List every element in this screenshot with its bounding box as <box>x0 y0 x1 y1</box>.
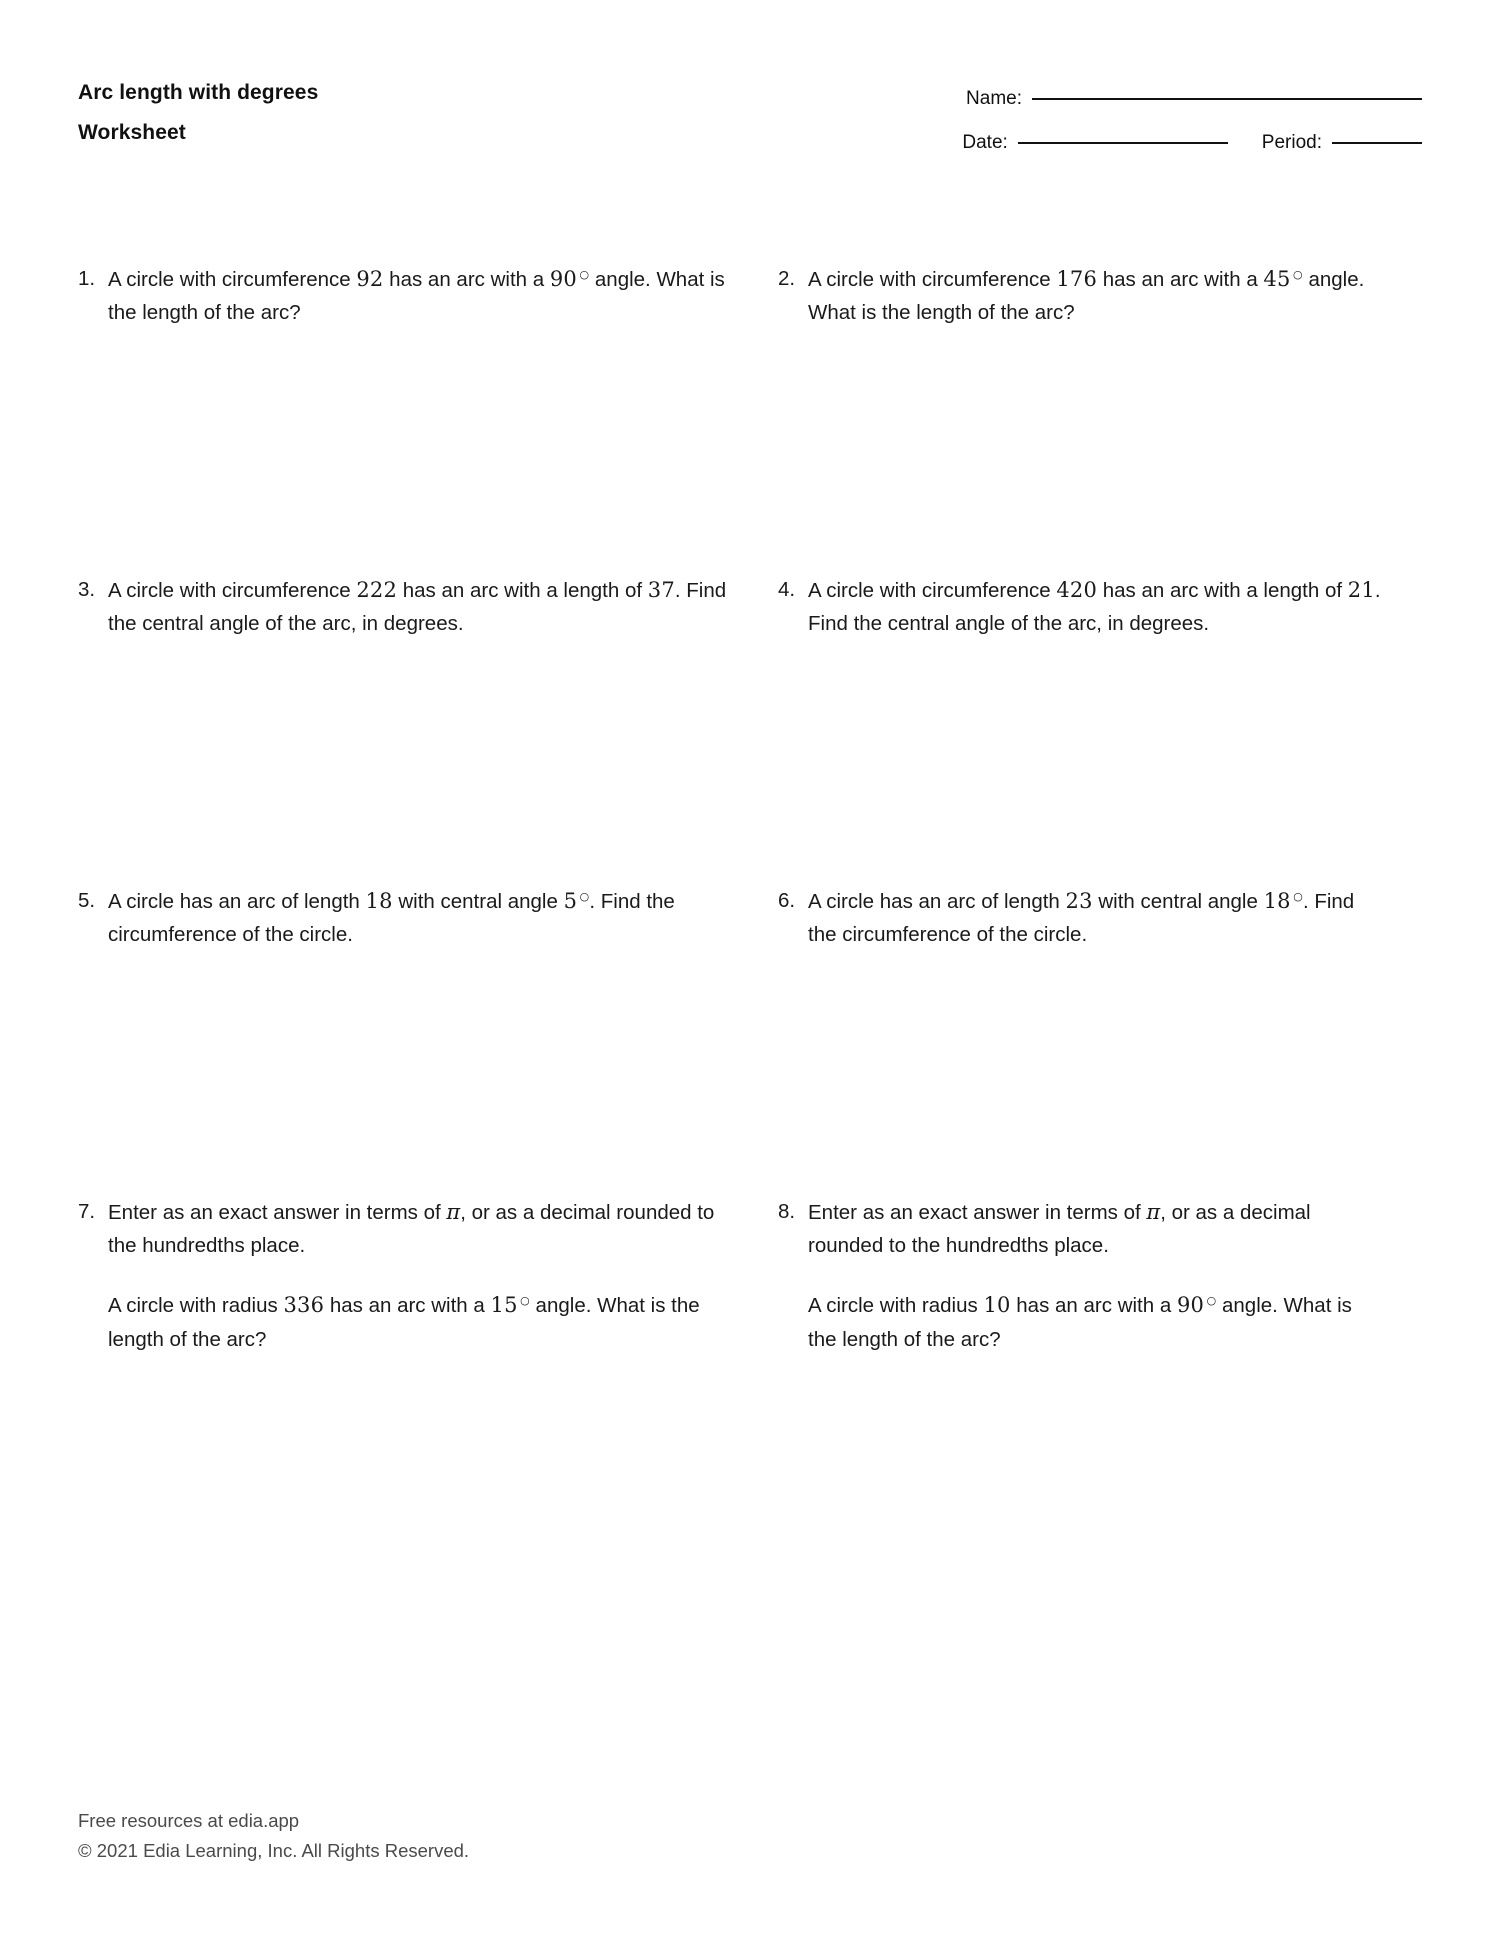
degree-symbol-icon: ○ <box>1293 268 1303 281</box>
question-row <box>78 262 742 329</box>
math-number: 336 <box>283 1293 325 1318</box>
question-1 <box>78 262 778 573</box>
question-row <box>78 884 742 951</box>
question-grid <box>78 262 1422 1506</box>
question-row <box>778 884 1386 951</box>
math-degree-value <box>564 889 590 913</box>
question-text: has an arc with a length of <box>1097 579 1348 602</box>
question-body <box>808 262 1386 329</box>
question-text: A circle with circumference <box>108 268 357 291</box>
question-8 <box>778 1195 1422 1506</box>
degree-symbol-icon: ○ <box>520 1294 530 1308</box>
footer-copyright-line: © 2021 Edia Learning, Inc. All Rights Reserved. <box>78 1840 470 1862</box>
date-period-field-row <box>922 132 1422 154</box>
name-input-line[interactable] <box>1032 98 1422 100</box>
degree-symbol-icon: ○ <box>579 268 590 281</box>
math-degree-value <box>1177 1293 1216 1317</box>
question-paragraph <box>108 884 742 951</box>
question-row <box>78 573 742 640</box>
question-body <box>808 573 1386 640</box>
footer-resources-line: Free resources at edia.app <box>78 1810 300 1832</box>
math-number: 21 <box>1347 578 1375 602</box>
question-paragraph <box>808 262 1386 329</box>
math-number: 10 <box>983 1293 1011 1318</box>
degree-number: 5 <box>563 889 578 913</box>
question-6 <box>778 884 1422 1195</box>
question-4 <box>778 573 1422 884</box>
math-number: 23 <box>1065 889 1093 913</box>
math-degree-value <box>550 267 589 291</box>
question-2 <box>778 262 1422 573</box>
question-body <box>108 1195 742 1356</box>
degree-symbol-icon: ○ <box>1293 890 1303 903</box>
question-number: 1. <box>78 267 96 290</box>
question-body <box>108 884 742 951</box>
question-row <box>78 1195 742 1356</box>
math-pi-symbol: π <box>446 1200 461 1224</box>
question-text: . Find the central angle of the arc, in degrees. <box>108 579 727 636</box>
student-info-block <box>922 80 1422 154</box>
question-paragraph <box>108 1288 742 1355</box>
question-text: A circle has an arc of length <box>808 890 1066 913</box>
question-number: 3. <box>78 578 96 601</box>
worksheet-header <box>78 80 1422 154</box>
degree-number: 45 <box>1263 267 1291 291</box>
question-number: 6. <box>778 889 796 912</box>
question-number: 4. <box>778 578 796 601</box>
question-row <box>778 262 1386 329</box>
question-paragraph <box>108 573 742 640</box>
date-input-line[interactable] <box>1018 142 1228 144</box>
question-number: 2. <box>778 267 796 290</box>
degree-number: 15 <box>490 1293 518 1318</box>
question-text: A circle with circumference <box>808 268 1057 291</box>
question-text: A circle with circumference <box>108 579 357 602</box>
math-number: 176 <box>1056 267 1098 291</box>
name-label: Name: <box>966 88 1022 109</box>
question-body <box>808 1195 1386 1356</box>
question-text: has an arc with a <box>324 1294 491 1318</box>
question-text: angle. What is the length of the arc? <box>108 268 725 325</box>
question-text: has an arc with a <box>383 268 550 291</box>
question-row <box>778 1195 1386 1356</box>
question-3 <box>78 573 778 884</box>
degree-number: 18 <box>1263 889 1291 913</box>
question-paragraph <box>108 262 742 329</box>
question-paragraph <box>808 1288 1386 1355</box>
page-title-line-2: Worksheet <box>78 121 186 145</box>
degree-number: 90 <box>1176 1293 1205 1318</box>
date-label: Date: <box>962 132 1008 153</box>
question-7 <box>78 1195 778 1506</box>
page-footer <box>78 1806 469 1866</box>
math-number: 420 <box>1056 578 1098 602</box>
question-text: angle. What is the length of the arc? <box>108 1294 700 1351</box>
question-paragraph <box>108 1195 742 1262</box>
math-number: 18 <box>365 889 393 913</box>
question-text: A circle with circumference <box>808 579 1057 602</box>
question-text: A circle with radius <box>808 1294 984 1318</box>
question-text: . Find the circumference of the circle. <box>108 890 675 947</box>
question-text: A circle with radius <box>108 1294 284 1318</box>
question-text: , or as a decimal rounded to the hundredths place. <box>108 1201 715 1258</box>
question-text: angle. What is the length of the arc? <box>808 268 1365 325</box>
degree-symbol-icon: ○ <box>579 890 590 903</box>
question-text: Enter as an exact answer in terms of <box>808 1201 1147 1224</box>
math-number: 222 <box>356 578 398 602</box>
question-number: 5. <box>78 889 96 912</box>
page-title-line-1: Arc length with degrees <box>78 81 319 104</box>
question-text: . Find the central angle of the arc, in degrees. <box>808 579 1381 636</box>
degree-number: 90 <box>549 267 577 291</box>
question-number: 8. <box>778 1200 796 1223</box>
math-degree-value <box>1263 267 1302 291</box>
question-text: . Find the circumference of the circle. <box>808 890 1355 947</box>
question-paragraph <box>808 1195 1386 1262</box>
question-text: with central angle <box>392 890 564 913</box>
question-body <box>108 262 742 329</box>
question-text: A circle has an arc of length <box>108 890 366 913</box>
question-paragraph <box>808 884 1386 951</box>
question-number: 7. <box>78 1200 96 1223</box>
question-text: has an arc with a <box>1097 268 1264 291</box>
math-number: 37 <box>647 578 675 602</box>
math-degree-value <box>491 1293 530 1317</box>
degree-symbol-icon: ○ <box>1206 1294 1217 1308</box>
question-body <box>808 884 1386 951</box>
math-number: 92 <box>356 267 384 291</box>
question-text: has an arc with a length of <box>397 579 648 602</box>
page-title <box>78 80 318 147</box>
question-5 <box>78 884 778 1195</box>
question-text: has an arc with a <box>1010 1294 1177 1318</box>
period-label: Period: <box>1261 132 1322 153</box>
period-input-line[interactable] <box>1332 142 1422 144</box>
math-degree-value <box>1264 889 1303 913</box>
question-row <box>778 573 1386 640</box>
question-text: , or as a decimal rounded to the hundredths place. <box>808 1201 1311 1258</box>
name-field-row <box>922 88 1422 110</box>
question-paragraph <box>808 573 1386 640</box>
question-text: Enter as an exact answer in terms of <box>108 1201 447 1224</box>
math-pi-symbol: π <box>1146 1200 1161 1224</box>
question-body <box>108 573 742 640</box>
question-text: with central angle <box>1092 890 1264 913</box>
question-text: angle. What is the length of the arc? <box>808 1294 1352 1351</box>
